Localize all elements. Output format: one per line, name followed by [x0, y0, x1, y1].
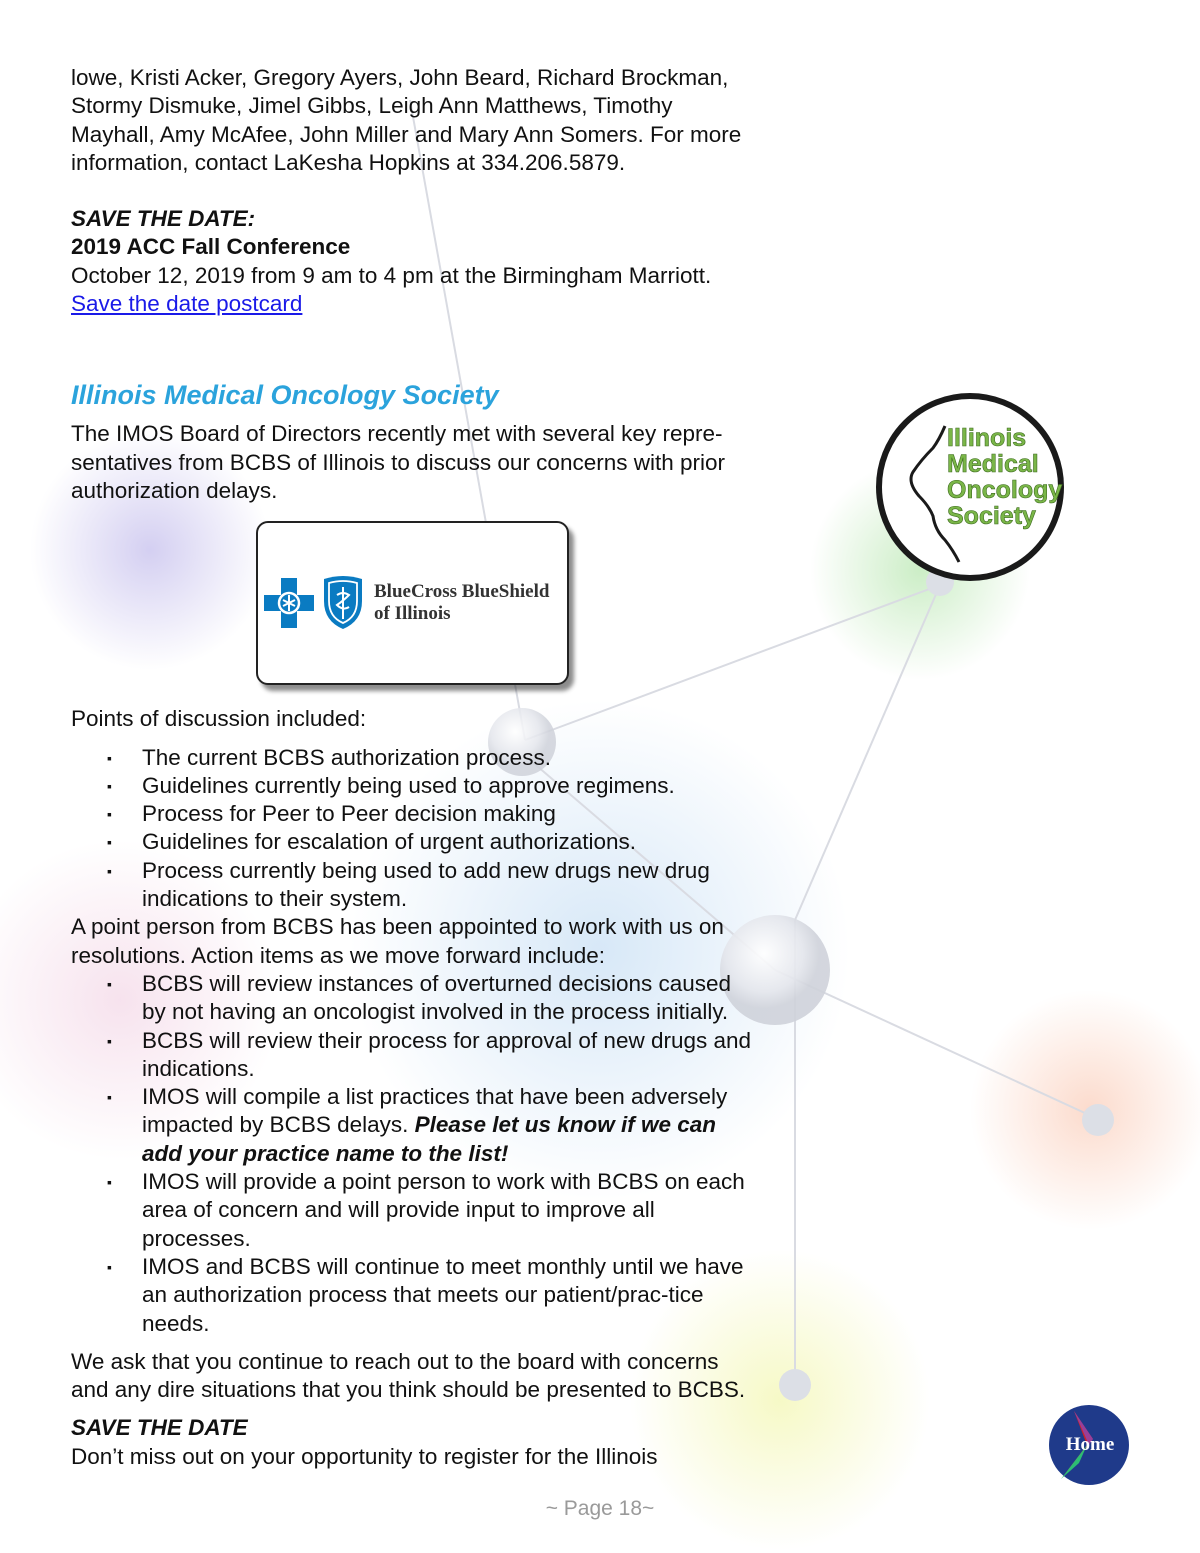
imos-logo-line4: Society	[947, 502, 1036, 530]
acc-conference-details: October 12, 2019 from 9 am to 4 pm at the Birmingham Marriott.	[71, 262, 712, 288]
points-intro: Points of discussion included:	[71, 706, 367, 732]
bcbs-logo-card	[256, 521, 569, 685]
intro-paragraph: lowe, Kristi Acker, Gregory Ayers, John Beard, Richard Brockman, Stormy Dismuke, Jimel Gibbs, Leigh Ann Matthews, Timothy Mayhall, Amy McAfee, John Miller and Mary Ann Somers. For more information, contact LaKesha Hopkins at 334.206.5879.	[71, 65, 742, 175]
list-item: ▪ IMOS will provide a point person to work with BCBS on each area of concern and will provide input to improve all processes.	[71, 1168, 761, 1253]
bcbs-logo-text	[374, 581, 549, 625]
imos-logo	[873, 390, 1067, 584]
save-the-date-postcard-link[interactable]: Save the date postcard	[71, 291, 303, 317]
imos-heading: Illinois Medical Oncology Society	[71, 380, 499, 411]
list-item: ▪ IMOS and BCBS will continue to meet monthly until we have an authorization process that meets our patient/prac-tice needs.	[71, 1253, 761, 1338]
page-content	[71, 64, 761, 1471]
action-items-intro: A point person from BCBS has been appointed to work with us on resolutions. Action items as we move forward include:	[71, 914, 724, 968]
bluecross-icon	[264, 578, 314, 628]
action-compile-text: IMOS will compile a list practices that have been adversely impacted by BCBS delays.	[142, 1084, 728, 1138]
list-item: ▪ The current BCBS authorization process.	[71, 744, 761, 772]
list-item: ▪ Guidelines for escalation of urgent authorizations.	[71, 828, 761, 856]
acc-save-the-date: SAVE THE DATE:	[71, 206, 256, 232]
register-text: Don’t miss out on your opportunity to register for the Illinois	[71, 1443, 658, 1469]
list-item: ▪ Process for Peer to Peer decision making	[71, 800, 761, 828]
list-item: ▪ BCBS will review instances of overturned decisions caused by not having an oncologist involved in the process initially.	[71, 970, 761, 1027]
list-item: ▪ BCBS will review their process for approval of new drugs and indications.	[71, 1027, 761, 1084]
closing-paragraph: We ask that you continue to reach out to the board with concerns and any dire situations that you think should be presented to BCBS.	[71, 1348, 746, 1403]
imos-logo-line1: Illinois	[947, 424, 1027, 452]
action-items-list	[71, 970, 761, 1338]
imos-logo-line2: Medical	[947, 450, 1039, 478]
imos-intro-paragraph: The IMOS Board of Directors recently met with several key repre-sentatives from BCBS of Illinois to discuss our concerns with prior authorization delays.	[71, 421, 726, 503]
list-item: ▪ Guidelines currently being used to approve regimens.	[71, 772, 761, 800]
imos-logo-line3: Oncology	[947, 476, 1063, 504]
list-item: ▪ Process currently being used to add new drugs new drug indications to their system.	[71, 857, 761, 914]
blueshield-icon	[320, 575, 366, 631]
action-compile-emphasis: Please let us know if we can add your practice name to the list!	[142, 1112, 717, 1166]
acc-conference-title: 2019 ACC Fall Conference	[71, 234, 351, 260]
home-button[interactable]: Home	[1065, 1434, 1115, 1455]
imos-save-the-date: SAVE THE DATE	[71, 1415, 248, 1441]
bcbs-logo-line2: of Illinois	[374, 603, 451, 625]
bcbs-logo-line1: BlueCross BlueShield	[374, 581, 550, 603]
discussion-points-list	[71, 744, 761, 914]
list-item	[71, 1083, 761, 1168]
page-number: ~ Page 18~	[545, 1497, 655, 1520]
